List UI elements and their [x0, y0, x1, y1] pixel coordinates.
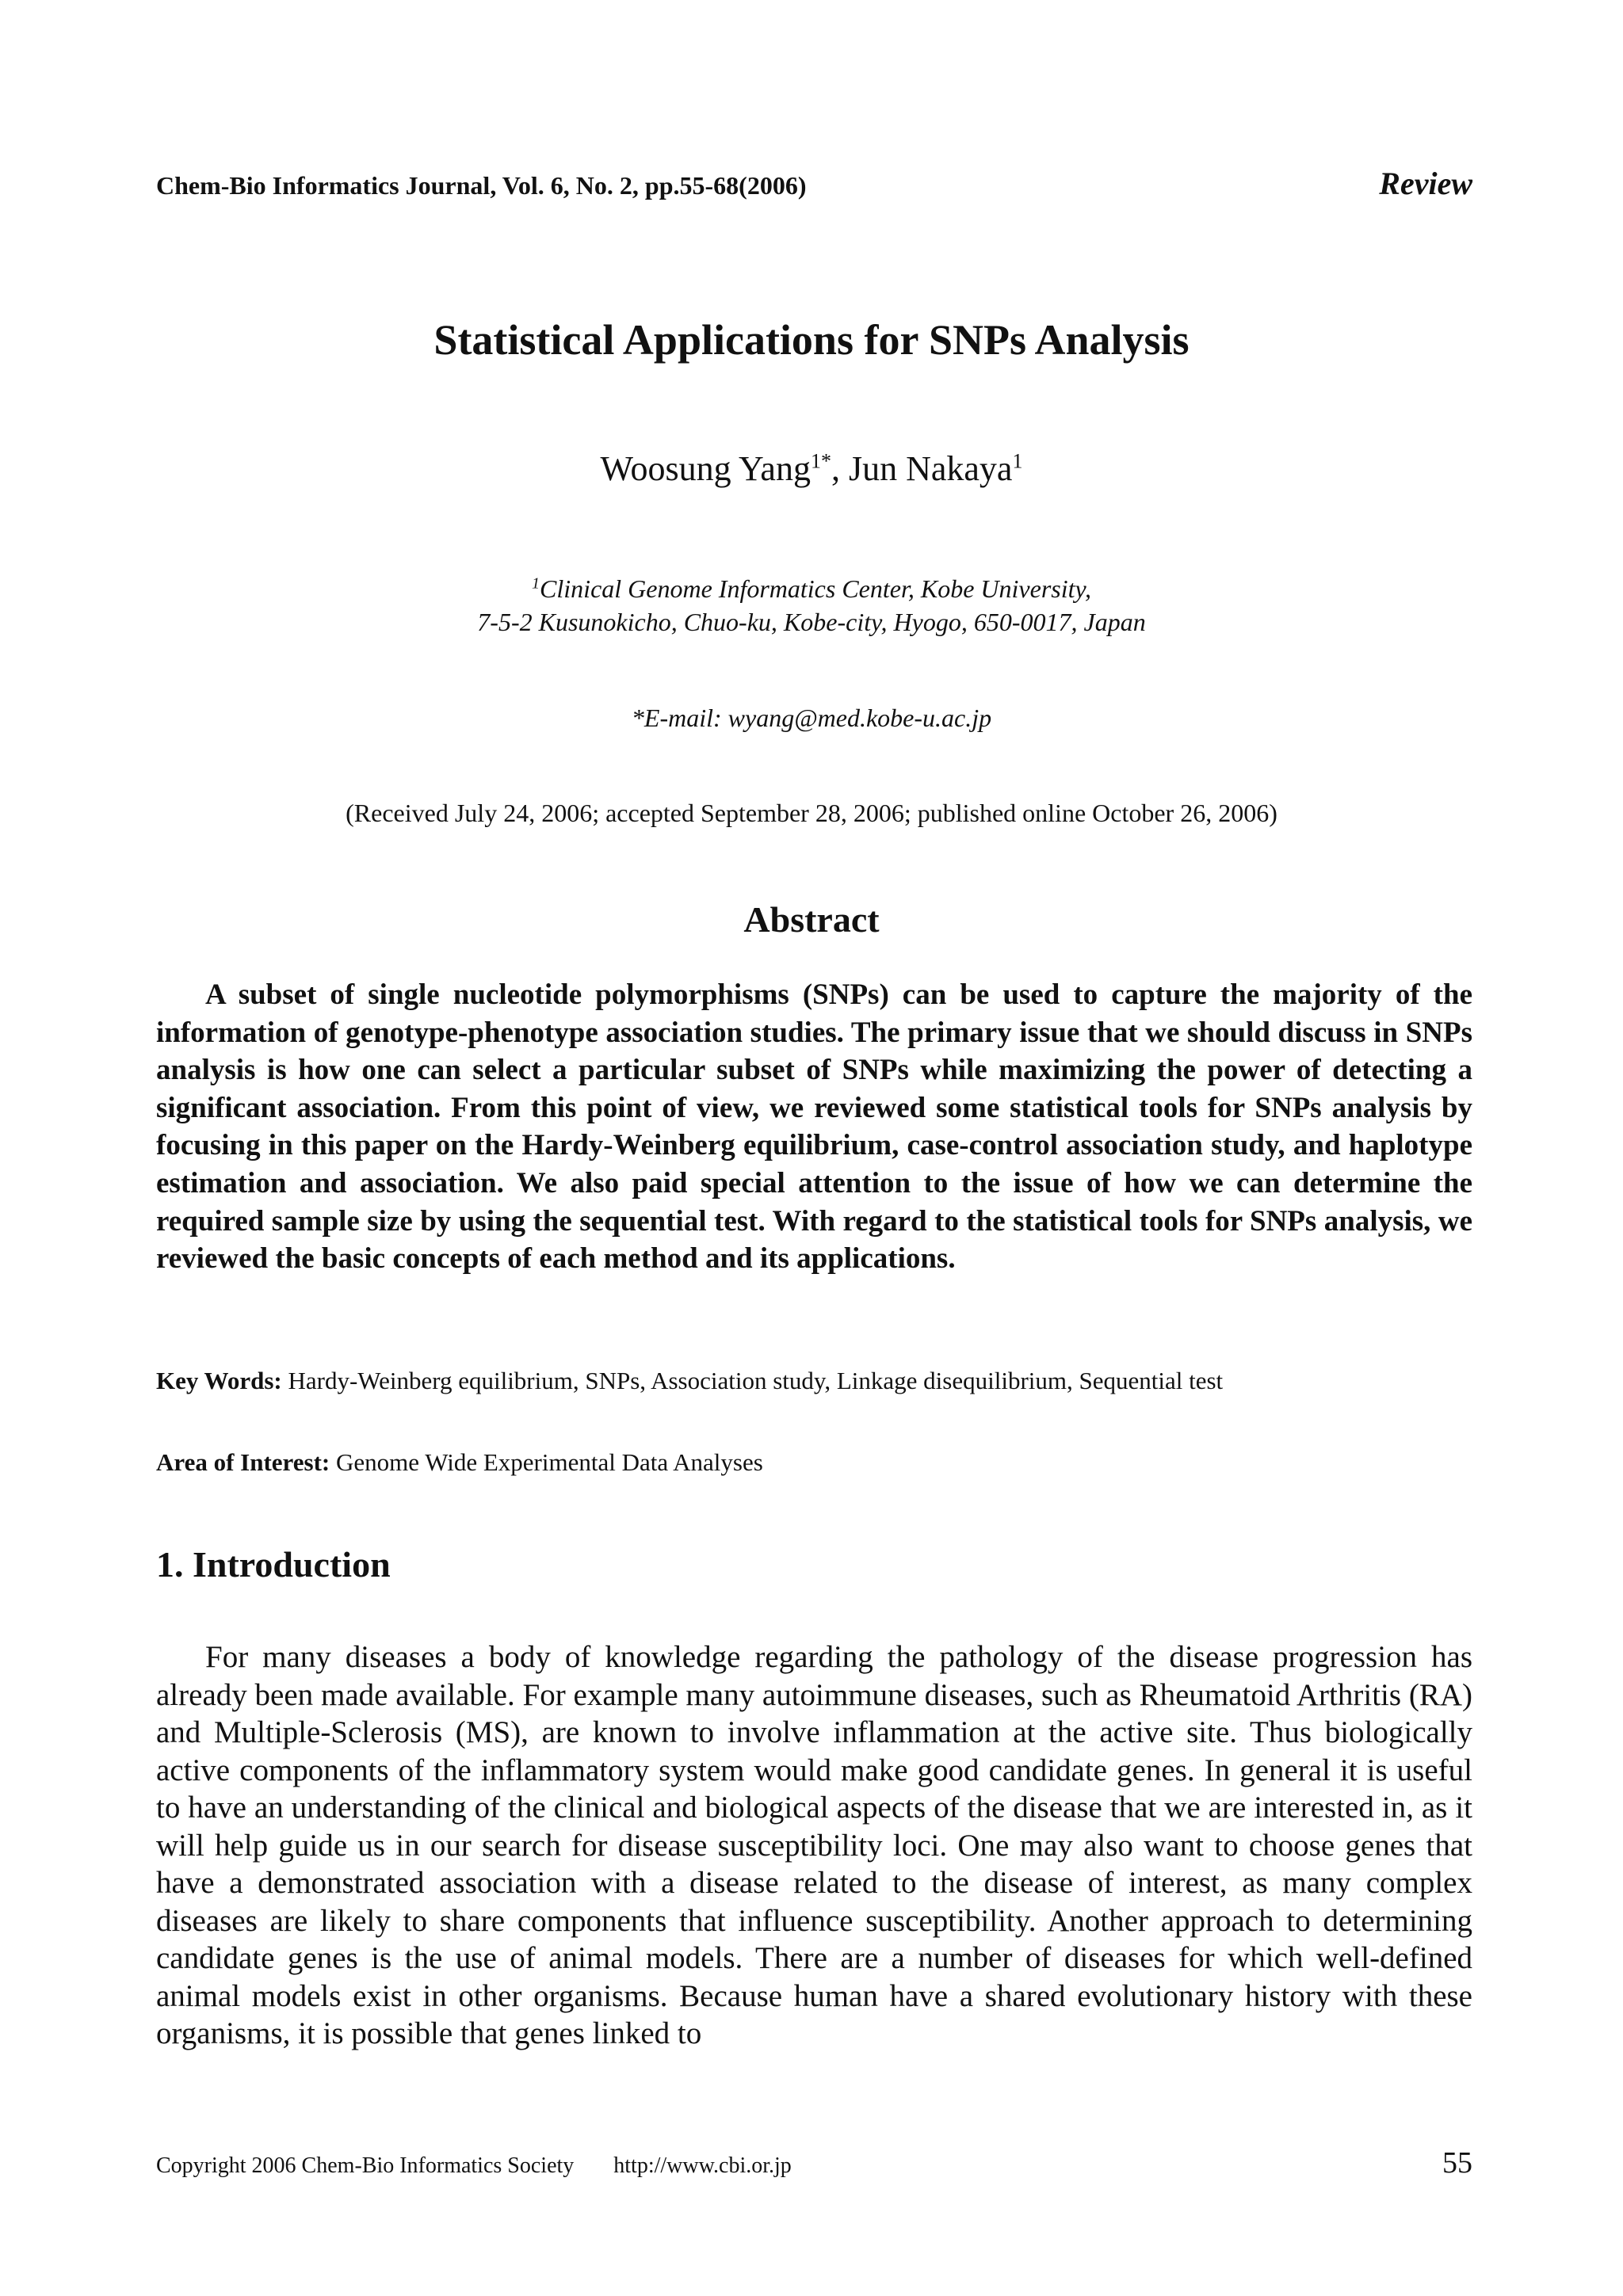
author-name: Jun Nakaya — [848, 449, 1013, 488]
author-separator: , — [831, 449, 849, 488]
affiliation-address: 7-5-2 Kusunokicho, Chuo-ku, Kobe-city, Hyogo, 650-0017, Japan — [477, 608, 1146, 636]
keywords — [156, 1367, 1472, 1395]
affiliation-mark: 1 — [532, 574, 540, 593]
author-affiliation-mark: 1* — [810, 449, 831, 473]
publication-dates: (Received July 24, 2006; accepted September 28, 2006; published online October 26, 2006) — [346, 799, 1277, 827]
corresponding-email: *E-mail: wyang@med.kobe-u.ac.jp — [631, 704, 992, 732]
affiliation — [0, 572, 1623, 639]
author-name: Woosung Yang — [600, 449, 811, 488]
keywords-label: Key Words: — [156, 1367, 282, 1394]
affiliation-institution: Clinical Genome Informatics Center, Kobe University, — [540, 574, 1091, 603]
author-list — [0, 448, 1623, 489]
affiliation-line — [0, 572, 1623, 605]
introduction-text: For many diseases a body of knowledge regarding the pathology of the disease progression has already been made available. For example many autoimmune diseases, such as Rheumatoid Arthritis (RA) and Multiple-Sclerosis (MS), are known to involve inflammation at the active site. Thus biologically active components of the inflammatory system would make good candidate genes. In general it is useful to have an understanding of the clinical and biological aspects of the disease that we are interested in, as it will help guide us in our search for disease susceptibility loci. One may also want to choose genes that have a demonstrated association with a disease related to the disease of interest, as many complex diseases are likely to share components that influence susceptibility. Another approach to determining candidate genes is the use of animal models. There are a number of diseases for which well-defined animal models exist in other organisms. Because human have a shared evolutionary history with these organisms, it is possible that genes linked to — [156, 1640, 1472, 2050]
keywords-value: Hardy-Weinberg equilibrium, SNPs, Association study, Linkage disequilibrium, Sequential test — [288, 1367, 1224, 1394]
section-heading-introduction: 1. Introduction — [156, 1544, 391, 1585]
area-of-interest-value: Genome Wide Experimental Data Analyses — [335, 1448, 763, 1476]
society-url: http://www.cbi.or.jp — [613, 2153, 792, 2178]
journal-citation: Chem-Bio Informatics Journal, Vol. 6, No. 2, pp.55-68(2006) — [156, 171, 807, 200]
paper-title: Statistical Applications for SNPs Analysis — [433, 316, 1190, 364]
article-type-label: Review — [1379, 166, 1472, 201]
area-of-interest-label: Area of Interest: — [156, 1448, 330, 1476]
running-header — [156, 165, 1472, 202]
abstract-text: A subset of single nucleotide polymorphisms (SNPs) can be used to capture the majority of the information of genotype-phenotype association studies. The primary issue that we should discuss in SNPs analysis is how one can select a particular subset of SNPs while maximizing the power of detecting a significant association. From this point of view, we reviewed some statistical tools for SNPs analysis by focusing in this paper on the Hardy-Weinberg equilibrium, case-control association study, and haplotype estimation and association. We also paid special attention to the issue of how we can determine the required sample size by using the sequential test. With regard to the statistical tools for SNPs analysis, we reviewed the basic concepts of each method and its applications. — [156, 978, 1472, 1276]
copyright-notice: Copyright 2006 Chem-Bio Informatics Society — [156, 2153, 575, 2178]
page-number: 55 — [1442, 2146, 1472, 2180]
author-affiliation-mark: 1 — [1012, 449, 1023, 473]
area-of-interest — [156, 1448, 1472, 1477]
page-footer — [156, 2145, 1472, 2180]
abstract-heading: Abstract — [743, 899, 880, 940]
